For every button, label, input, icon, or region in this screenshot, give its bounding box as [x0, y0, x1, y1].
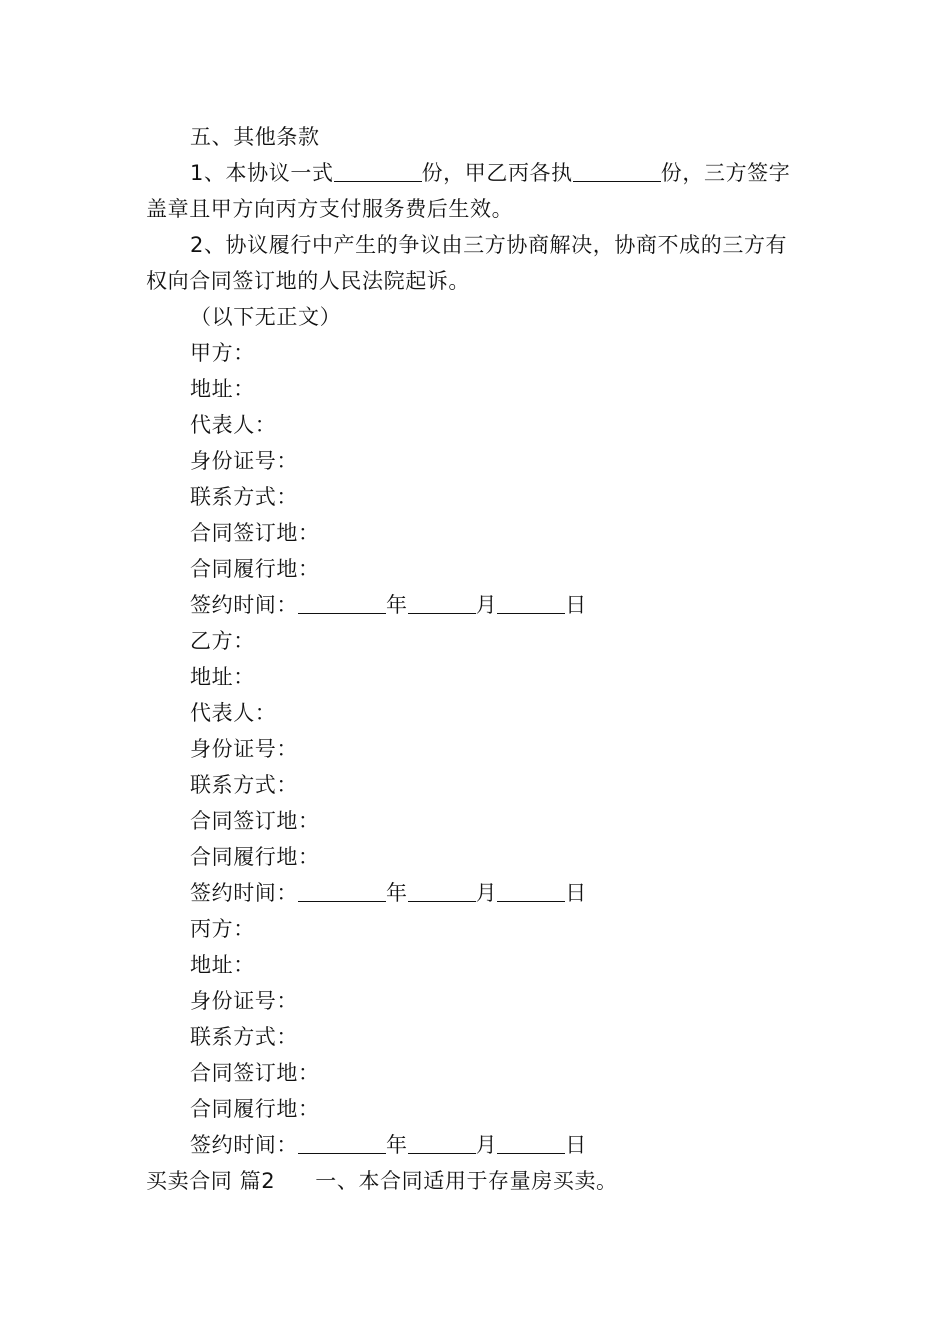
party-c-address-label: 地址：	[190, 953, 255, 977]
copies-each-blank	[573, 161, 661, 182]
clause-1-line-1: 1、本协议一式 份，甲乙丙各执 份，三方签字	[190, 161, 791, 185]
party-c-id-label: 身份证号：	[190, 989, 298, 1013]
year-blank	[298, 881, 386, 902]
party-a-name-label: 甲方：	[190, 341, 255, 365]
party-a-sign-place-label: 合同签订地：	[190, 521, 320, 545]
footer-line	[146, 1163, 806, 1199]
party-b-perform-place-label: 合同履行地：	[190, 845, 320, 869]
day-blank	[497, 881, 565, 902]
party-b-sign-place-label: 合同签订地：	[190, 809, 320, 833]
party-b-id-label: 身份证号：	[190, 737, 298, 761]
year-blank	[298, 1133, 386, 1154]
footer-text: 一、本合同适用于存量房买卖。	[315, 1169, 618, 1193]
party-b-name-label: 乙方：	[190, 629, 255, 653]
month-blank	[408, 593, 476, 614]
clause-2-line-1: 2、协议履行中产生的争议由三方协商解决，协商不成的三方有	[190, 233, 788, 257]
document-body	[146, 119, 806, 1199]
day-blank	[497, 593, 565, 614]
section-title: 五、其他条款	[190, 125, 320, 149]
party-a-contact-label: 联系方式：	[190, 485, 298, 509]
party-c-name-label: 丙方：	[190, 917, 255, 941]
month-blank	[408, 1133, 476, 1154]
party-b-address-label: 地址：	[190, 665, 255, 689]
end-note: （以下无正文）	[190, 305, 342, 329]
year-blank	[298, 593, 386, 614]
party-c-sign-time: 签约时间： 年 月 日	[190, 1133, 587, 1157]
party-b-sign-time: 签约时间： 年 月 日	[190, 881, 587, 905]
clause-2-line-2: 权向合同签订地的人民法院起诉。	[146, 269, 470, 293]
party-c-contact-label: 联系方式：	[190, 1025, 298, 1049]
copies-total-blank	[334, 161, 422, 182]
party-a-address-label: 地址：	[190, 377, 255, 401]
clause-1-line-2: 盖章且甲方向丙方支付服务费后生效。	[146, 197, 514, 221]
party-a-id-label: 身份证号：	[190, 449, 298, 473]
party-c-perform-place-label: 合同履行地：	[190, 1097, 320, 1121]
month-blank	[408, 881, 476, 902]
party-b-contact-label: 联系方式：	[190, 773, 298, 797]
footer-heading: 买卖合同 篇2	[146, 1169, 276, 1193]
day-blank	[497, 1133, 565, 1154]
party-a-rep-label: 代表人：	[190, 413, 277, 437]
party-a-sign-time: 签约时间： 年 月 日	[190, 593, 587, 617]
party-a-perform-place-label: 合同履行地：	[190, 557, 320, 581]
party-b-rep-label: 代表人：	[190, 701, 277, 725]
party-c-sign-place-label: 合同签订地：	[190, 1061, 320, 1085]
